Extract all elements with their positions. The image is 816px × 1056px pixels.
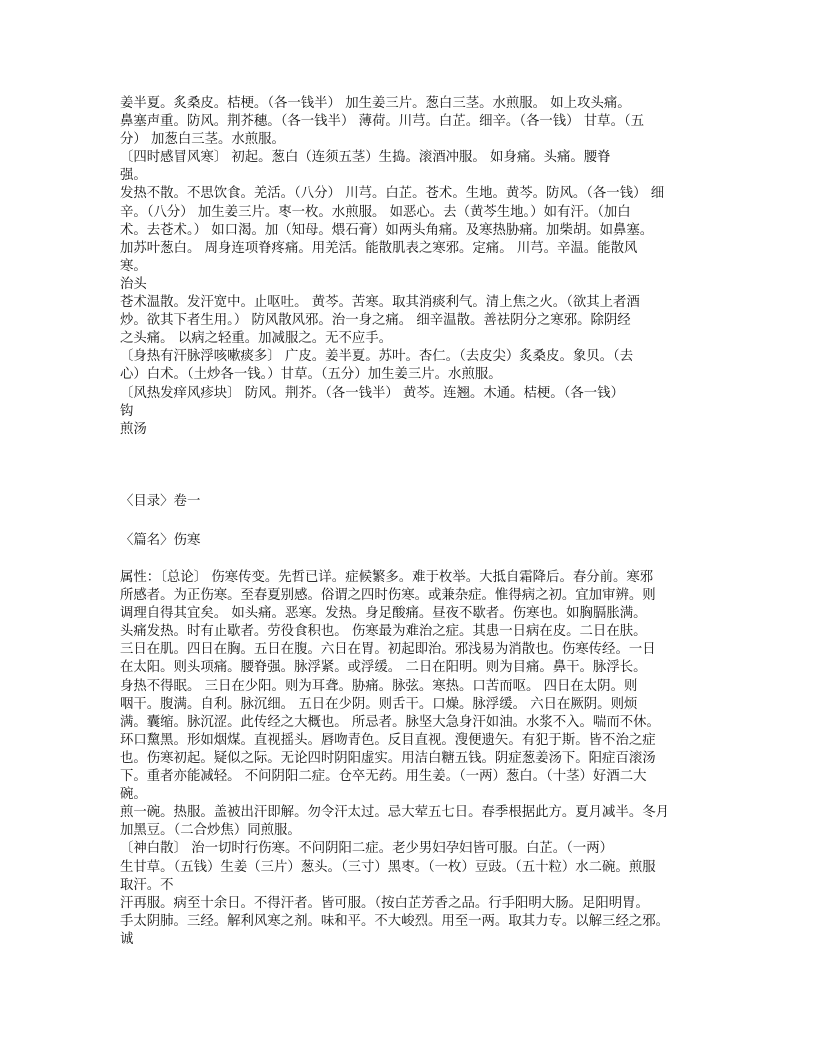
text-line: 〔神白散〕 治一切时行伤寒。不问阴阳二症。老少男妇孕妇皆可服。白芷。（一两） <box>120 841 614 857</box>
text-line: 属性：〔总论〕 伤寒传变。先哲已详。症候繁多。难于枚举。大抵自霜降后。春分前。寒邪 <box>120 570 654 585</box>
text-line: 咽干。腹满。自利。脉沉细。 五日在少阴。则舌干。口燥。脉浮缓。 六日在厥阴。则烦 <box>120 696 638 712</box>
text-line: 加黑豆。（二合炒焦）同煎服。 <box>120 823 301 839</box>
text-line: 在太阳。则头项痛。腰脊强。脉浮紧。或浮缓。 二日在阳明。则为目痛。鼻干。脉浮长。 <box>120 660 647 676</box>
text-line: 手太阴肺。三经。解利风寒之剂。味和平。不大峻烈。用至一两。取其力专。以解三经之邪。 <box>120 913 670 929</box>
text-line: 头痛发热。时有止歇者。劳役食积也。 伤寒最为难治之症。其患一日病在皮。二日在肤。 <box>120 624 647 640</box>
text-line: 诚 <box>120 931 134 947</box>
chapter-title: 〈篇名〉伤寒 <box>120 533 201 548</box>
text-line: 分） 加葱白三茎。水煎服。 <box>120 132 285 148</box>
text-line: 炒。欲其下者生用。） 防风散风邪。治一身之痛。 细辛温散。善祛阴分之寒邪。除阴经 <box>120 313 631 329</box>
text-line: 汗再服。病至十余日。不得汗者。皆可服。（按白芷芳香之品。行手阳明大肠。足阳明胃。 <box>120 895 649 911</box>
text-line: 煎汤 <box>120 421 147 437</box>
text-line: 〔身热有汗脉浮咳嗽痰多〕 广皮。姜半夏。苏叶。杏仁。（去皮尖）炙桑皮。象贝。（去 <box>120 349 634 365</box>
text-line: 也。伤寒初起。疑似之际。无论四时阴阳虚实。用洁白糖五钱。阴症葱姜汤下。阳症百滚汤 <box>120 750 656 766</box>
text-line: 碗。 <box>120 787 147 803</box>
text-line: 之头痛。 以病之轻重。加减服之。无不应手。 <box>120 331 393 347</box>
text-line: 鼻塞声重。防风。荆芥穗。（各一钱半） 薄荷。川芎。白芷。细辛。（各一钱） 甘草。（五 <box>120 114 645 130</box>
text-line: 下。重者亦能减轻。 不问阴阳二症。仓卒无药。用生姜。（一两）葱白。（十茎）好酒二大 <box>120 769 647 785</box>
text-line: 生甘草。（五钱）生姜（三片）葱头。（三寸）黑枣。（一枚）豆豉。（五十粒）水二碗。煎服 <box>120 859 656 875</box>
text-line: 〔风热发痒风疹块〕 防风。荆芥。（各一钱半） 黄芩。连翘。木通。桔梗。（各一钱） <box>120 385 624 401</box>
text-line: 环口黧黑。形如烟煤。直视摇头。唇吻青色。反目直视。溲便遗矢。有犯于斯。皆不治之症 <box>120 732 656 748</box>
text-line: 调理自得其宜矣。 如头痛。恶寒。发热。身足酸痛。昼夜不歇者。伤寒也。如胸膈胀满。 <box>120 606 647 622</box>
text-section-2 <box>120 569 669 949</box>
toc-heading: 〈目录〉卷一 <box>120 494 201 509</box>
text-line: 加苏叶葱白。 周身连项脊疼痛。用羌活。能散肌表之寒邪。定痛。 川芎。辛温。能散风 <box>120 240 638 256</box>
text-line: 〔四时感冒风寒〕 初起。葱白（连须五茎）生捣。滚酒冲服。 如身痛。头痛。腰脊 <box>120 150 611 166</box>
text-line: 术。去苍术。） 如口渴。加（知母。煨石膏）如两头角痛。及寒热胁痛。加柴胡。如鼻塞。 <box>120 222 654 238</box>
text-line: 苍术温散。发汗宽中。止呕吐。 黄芩。苦寒。取其消痰利气。清上焦之火。（欲其上者酒 <box>120 295 640 311</box>
text-line: 寒。 <box>120 258 147 274</box>
text-line: 发热不散。不思饮食。羌活。（八分） 川芎。白芷。苍术。生地。黄芩。防风。（各一钱） 细 <box>120 186 665 202</box>
text-line: 三日在肌。四日在胸。五日在腹。六日在胃。初起即治。邪浅易为消散也。伤寒传经。一日 <box>120 642 656 658</box>
text-section-1 <box>120 95 664 439</box>
text-line: 取汗。不 <box>120 877 174 893</box>
text-line: 治头 <box>120 276 147 292</box>
text-line: 心）白术。（土炒各一钱。）甘草。（五分）加生姜三片。水煎服。 <box>120 367 502 383</box>
text-line: 身热不得眠。 三日在少阳。则为耳聋。胁痛。脉弦。寒热。口苦而呕。 四日在太阴。则 <box>120 678 638 694</box>
text-line: 煎一碗。热服。盖被出汗即解。勿令汗太过。忌大荤五七日。春季根据此方。夏月减半。冬月 <box>120 805 670 821</box>
text-line: 强。 <box>120 168 147 184</box>
text-line: 姜半夏。炙桑皮。桔梗。（各一钱半） 加生姜三片。葱白三茎。水煎服。 如上攻头痛。 <box>120 96 631 111</box>
text-line: 所感者。为正伤寒。至春夏别感。俗谓之四时伤寒。或兼杂症。惟得病之初。宜加审辨。则 <box>120 588 656 604</box>
text-line: 钩 <box>120 403 134 419</box>
text-line: 辛。（八分） 加生姜三片。枣一枚。水煎服。 如恶心。去（黄芩生地。）如有汗。（加白 <box>120 204 631 220</box>
text-line: 满。囊缩。脉沉涩。此传经之大概也。 所忌者。脉坚大急身汗如油。水浆不入。喘而不休。 <box>120 714 660 730</box>
